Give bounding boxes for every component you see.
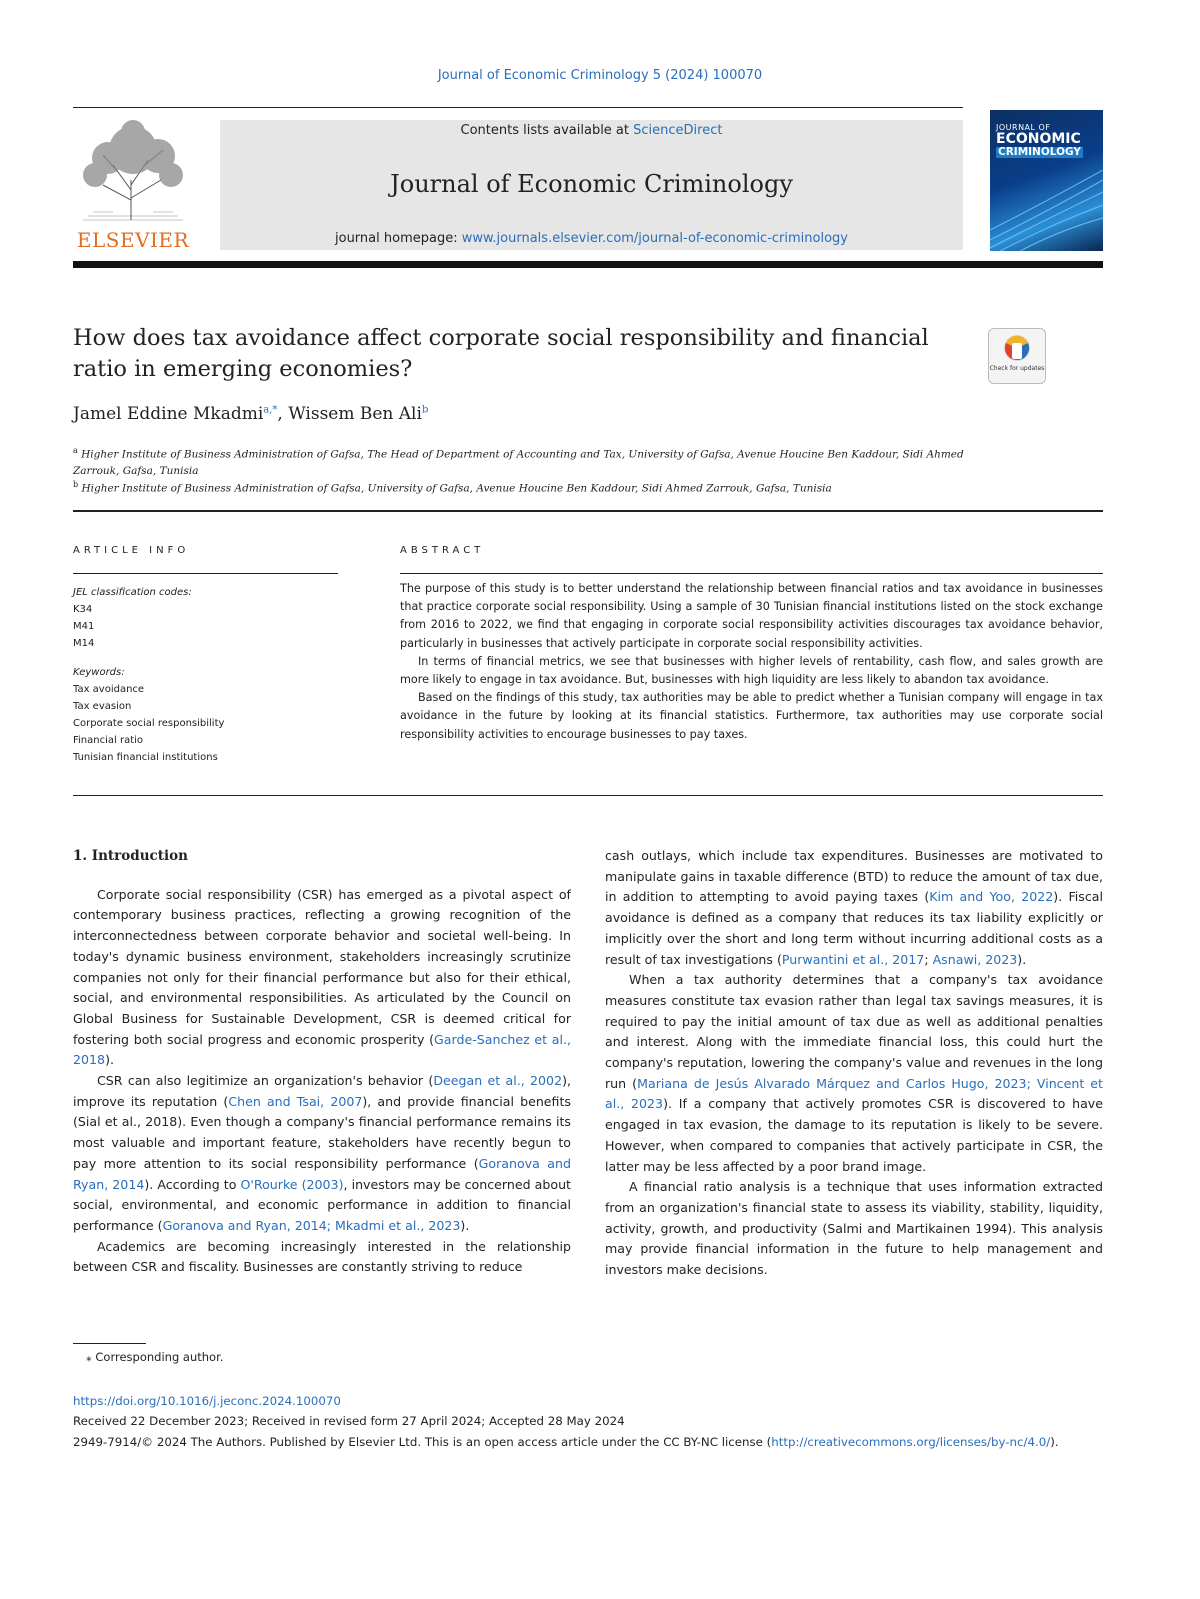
affiliation-marker: b — [73, 480, 79, 489]
cover-light-streaks — [990, 170, 1103, 251]
paragraph-text: A financial ratio analysis is a technique that uses information extracted from an organization's financial state to assess its viability, stability, liquidity, activity, growth, and productivity (Salmi and Martikainen 1994). This analysis may provide financial information in the future to help management and investors make decisions. — [605, 1179, 1103, 1278]
title-block-rule — [73, 510, 1103, 512]
abstract-bottom-rule — [73, 795, 1103, 796]
citation-link[interactable]: Deegan et al., 2002 — [433, 1073, 563, 1089]
contents-prefix: Contents lists available at — [460, 123, 634, 138]
jel-code: M14 — [73, 638, 95, 649]
keyword: Financial ratio — [73, 735, 144, 746]
paragraph-text: ; — [924, 951, 933, 967]
journal-name: Journal of Economic Criminology — [390, 170, 793, 198]
keywords-label: Keywords: — [73, 667, 125, 678]
license-statement — [73, 1433, 1103, 1451]
citation-link[interactable]: Garde-Sanchez et al., 2018 — [73, 1031, 571, 1068]
paragraph-text: ). Fiscal avoidance is defined as a company that reduces its tax liability explicitly or implicitly over the short and long term without incurring additional costs as a result of tax investigations ( — [605, 889, 1103, 967]
body-paragraph — [605, 1177, 1103, 1281]
body-paragraph — [73, 1237, 571, 1278]
abstract-body — [400, 580, 1103, 744]
sciencedirect-link[interactable]: ScienceDirect — [633, 123, 723, 138]
abstract-paragraph: In terms of financial metrics, we see that businesses with higher levels of rentability, cash flow, and sales growth are more likely to engage in tax avoidance. But, businesses with high liquidity are less likely to abandon tax avoidance. — [400, 654, 1103, 687]
keywords-block — [73, 664, 224, 766]
body-paragraph — [73, 1071, 571, 1237]
paragraph-text: ), and provide financial benefits (Sial et al., 2018). Even though a company's financial performance remains its most valuable and important feature, stakeholders have recently begun to pay more attention to its social responsibility performance ( — [73, 1093, 571, 1171]
body-right-column — [605, 846, 1103, 1281]
doi-link[interactable]: https://doi.org/10.1016/j.jeconc.2024.100070 — [73, 1394, 341, 1408]
author-name[interactable]: Jamel Eddine Mkadmi — [73, 404, 264, 424]
jel-code: M41 — [73, 621, 95, 632]
jel-label: JEL classification codes: — [73, 587, 192, 598]
author-affiliation-marker[interactable]: b — [421, 404, 429, 416]
journal-homepage-link[interactable]: www.journals.elsevier.com/journal-of-economic-criminology — [461, 231, 848, 246]
cover-line3: CRIMINOLOGY — [998, 146, 1082, 159]
check-for-updates-button[interactable] — [988, 328, 1046, 384]
paragraph-text: ), improve its reputation ( — [73, 1073, 571, 1109]
paragraph-text: ). If a company that actively promotes CSR is discovered to have engaged in tax evasion, the damage to its reputation is likely to be severe. However, when compared to companies that actively participate in CSR, the latter may be less affected by a poor brand image. — [605, 1096, 1103, 1174]
citation-link[interactable]: O'Rourke (2003) — [240, 1176, 344, 1192]
citation-link[interactable]: Goranova and Ryan, 2014 — [73, 1155, 571, 1192]
cover-line2: ECONOMIC — [996, 131, 1081, 148]
crossmark-label: Check for updates — [989, 365, 1045, 372]
paragraph-text: CSR can also legitimize an organization's behavior ( — [97, 1073, 434, 1089]
cover-line1: JOURNAL OF — [996, 123, 1051, 132]
abstract-paragraph: Based on the findings of this study, tax authorities may be able to predict whether a Tunisian company will engage in tax avoidance in the future by looking at its financial statistics. Furthermore, tax authorities may use corporate social responsibility activities to encourage businesses to pay taxes. — [400, 691, 1103, 741]
author-list — [73, 404, 428, 424]
paragraph-text: cash outlays, which include tax expenditures. Businesses are motivated to manipulate gains in taxable difference (BTD) to reduce the amount of tax due, in addition to attempting to avoid paying taxes ( — [605, 848, 1103, 905]
crossmark-icon — [989, 329, 1045, 365]
affiliation-b — [73, 477, 973, 497]
paragraph-text: ). — [105, 1052, 114, 1068]
paragraph-text: Corporate social responsibility (CSR) has emerged as a pivotal aspect of contemporary business practices, reflecting a growing recognition of the interconnectedness between corporate behavior and societal well-being. In today's dynamic business environment, stakeholders increasingly scrutinize companies not only for their financial performance but also for their ethical, social, and environmental responsibilities. As articulated by the Council on Global Business for Sustainable Development, CSR is deemed critical for fostering both social progress and economic prosperity ( — [73, 886, 571, 1047]
received-dates: Received 22 December 2023; Received in revised form 27 April 2024; Accepted 28 May 2024 — [73, 1414, 625, 1428]
citation-link[interactable]: Purwantini et al., 2017 — [781, 951, 925, 967]
article-title: How does tax avoidance affect corporate social responsibility and financial ratio in emerging economies? — [73, 325, 929, 382]
paragraph-text: ). — [460, 1217, 470, 1233]
paragraph-text: Academics are becoming increasingly interested in the relationship between CSR and fiscality. Businesses are constantly striving to reduce — [73, 1238, 571, 1275]
abstract-rule — [400, 573, 1103, 574]
homepage-line — [220, 231, 963, 246]
paragraph-text: ). — [1017, 951, 1027, 967]
affiliation-a — [73, 443, 973, 479]
body-paragraph — [73, 885, 571, 1071]
keyword: Tunisian financial institutions — [73, 752, 218, 763]
jel-block — [73, 584, 192, 652]
jel-code: K34 — [73, 604, 93, 615]
paragraph-text: ). According to — [144, 1176, 241, 1192]
article-info-rule — [73, 573, 338, 574]
section-heading: 1. Introduction — [73, 848, 188, 864]
abstract-heading: ABSTRACT — [400, 545, 485, 556]
body-paragraph — [605, 846, 1103, 970]
license-suffix: ). — [1050, 1435, 1059, 1449]
journal-banner — [220, 120, 963, 250]
keyword: Tax evasion — [73, 701, 132, 712]
citation-link[interactable]: Asnawi, 2023 — [932, 951, 1018, 967]
corresponding-author-footnote: ⁎ Corresponding author. — [86, 1350, 224, 1364]
article-info-heading: ARTICLE INFO — [73, 545, 190, 556]
citation-link[interactable]: Mariana de Jesús Alvarado Márquez and Carlos Hugo, 2023; Vincent et al., 2023 — [605, 1075, 1103, 1112]
body-paragraph — [605, 970, 1103, 1177]
header-rule — [73, 107, 963, 108]
author-separator: , — [277, 404, 289, 424]
journal-cover-image — [990, 110, 1103, 251]
footnote-rule — [73, 1343, 146, 1344]
license-prefix: 2949-7914/© 2024 The Authors. Published by Elsevier Ltd. This is an open access article under the CC BY-NC license ( — [73, 1435, 772, 1449]
paragraph-text: , investors may be concerned about social, environmental, and economic performance in addition to financial performance ( — [73, 1176, 571, 1233]
keyword: Tax avoidance — [73, 684, 145, 695]
citation-link[interactable]: Goranova and Ryan, 2014; Mkadmi et al., 2023 — [162, 1217, 461, 1233]
homepage-prefix: journal homepage: — [335, 231, 462, 246]
cover-label — [996, 124, 1083, 158]
citation-link[interactable]: Kim and Yoo, 2022 — [929, 889, 1054, 905]
header-thick-rule — [73, 261, 1103, 268]
affiliation-text: Higher Institute of Business Administration of Gafsa, The Head of Department of Accounting and Tax, University of Gafsa, Avenue Houcine Ben Kaddour, Sidi Ahmed Zarrouk, Gafsa, Tunisia — [73, 448, 964, 477]
paragraph-text: When a tax authority determines that a company's tax avoidance measures constitute tax evasion rather than legal tax savings measures, it is required to pay the initial amount of tax due as well as additional penalties and interest. Along with the immediate financial loss, this could hurt the company's reputation, lowering the company's value and revenues in the long run ( — [605, 972, 1103, 1091]
abstract-paragraph: The purpose of this study is to better understand the relationship between financial ratios and tax avoidance in businesses that practice corporate social responsibility. Using a sample of 30 Tunisian financial institutions listed on the stock exchange from 2016 to 2022, we find that engaging in corporate social responsibility activities discourages tax avoidance behavior, particularly in businesses that actively participate in corporate social responsibility activities. — [400, 582, 1103, 650]
journal-citation[interactable]: Journal of Economic Criminology 5 (2024) 100070 — [437, 68, 763, 83]
keyword: Corporate social responsibility — [73, 718, 225, 729]
author-name[interactable]: Wissem Ben Ali — [288, 404, 422, 424]
license-link[interactable]: http://creativecommons.org/licenses/by-nc/4.0/ — [771, 1435, 1051, 1449]
body-left-column — [73, 846, 571, 1278]
author-affiliation-marker[interactable]: a,* — [263, 404, 278, 416]
contents-line — [220, 123, 963, 138]
elsevier-wordmark: ELSEVIER — [76, 228, 190, 252]
affiliation-text: Higher Institute of Business Administration of Gafsa, University of Gafsa, Avenue Houcine Ben Kaddour, Sidi Ahmed Zarrouk, Gafsa, Tunisia — [81, 482, 832, 495]
citation-link[interactable]: Chen and Tsai, 2007 — [228, 1093, 363, 1109]
affiliation-marker: a — [73, 446, 78, 455]
